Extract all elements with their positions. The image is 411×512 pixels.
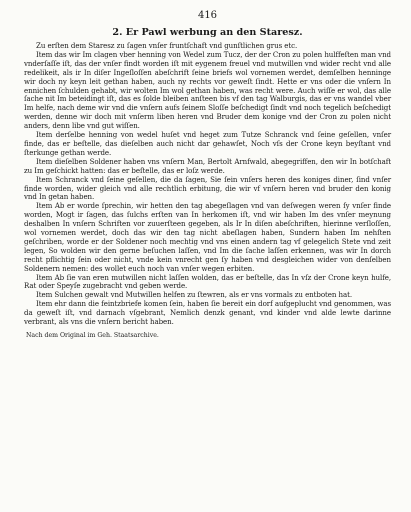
paragraph: Item Ab ſie van eren mutwillen nicht laſſen wolden, das er beſtelle, das In vſz der Crone keyn hulfe, Rat oder Speyſe zugebracht vnd geben werde. <box>24 272 391 291</box>
paragraph: Item Ab er worde ſprechin, wir hetten den tag abegeſlagen vnd van deſwegen weren ſy vnſer finde worden, Mogt ir ſagen, das ſulchs erſten van In herkomen iſt, vnd wir haben Im des vnſer meynung deshalben In vnſern Schriften vor zuuerſteen gegeben, als Ir In diſen abeſchriften, hierinne verſloſſen, wol vornemen werdet, doch das wir den tag nicht abeſlagen haben, Sundern haben Im nehſten geſchriben, worde er der Soldener noch mechtig vnd vns einen andern tag vf gelegelich Stete vnd zeit legen, So wolden wir den gerne beſuchen laſſen, vnd Im die ſache laſſen erkennen, was wir In dorch recht pflichtig ſein oder nicht, vnde kein vnrecht gen ſy haben vnd desgleichen wider von denſelben Soldenern nemen: des wollet euch noch van vnſer wegen erbiten. <box>24 201 391 273</box>
page-number: 416 <box>197 10 218 21</box>
section-heading: 2. Er Pawl werbung an den Staresz. <box>112 27 303 38</box>
paragraph: Zu erſten dem Staresz zu ſagen vnſer fruntſchaft vnd gunſtlichen grus etc. <box>36 41 298 50</box>
paragraph: Item Schranck vnd ſeine geſellen, die da ſagen, Sie ſein vnſers heren des koniges diner, ſind vnſer finde worden, wider gleich vnd alle rechtlich erbitung, die wir vf vnſern heren vnd bruder den konig vnd In getan haben. <box>24 174 391 202</box>
source-footnote: Nach dem Original im Geh. Staatsarchive. <box>26 332 159 339</box>
paragraph: Item dieſelben Soldener haben vns vnſern Man, Bertolt Arnfwald, abegegriffen, den wir In botſchaft zu Im geſchickt hatten: das er beſtelle, das er loſz werde. <box>24 156 391 175</box>
document-body <box>24 42 391 327</box>
paragraph: Item das wir Im clagen vber henning von Wedel zum Tucz, der der Cron zu polen hulffeſten man vnd vnderſaſſe iſt, das der vnſer findt worden iſt mit eygenem freuel vnd mutwillen vnd wider recht vnd alle redelikeit, als ir In diſer Ingeſloſſen abeſchrift ſeine briefs wol vornemen werdet, demſelben henninge wir doch ny keyn leit gethan haben, auch ny rechts vor geweſt ſindt. Hette er vns oder die vnſern In ennichen ſchulden gehabt, wir wolten Im wol gethan haben, was recht were. Auch wiſſe er wol, das alle ſache nit Im beteidingt iſt, das es ſolde bleiben anſteen bis vf den tag Walburgis, das er vns wandel vber Im helfe, nach deme wir vnd die vnſern aufs ſeinem Sloſſe beſchedigt ſindt vnd noch tegelich beſchedigt werden, denne wir doch mit vnſerm liben heren vnd Bruder dem konige vnd der Cron zu polen nicht anders, denn libe vnd gut wiſſen. <box>24 49 391 131</box>
paragraph: Item Sulchen gewalt vnd Mutwillen helfen zu ſtewren, als er vns vormals zu entboten hat. <box>36 290 353 300</box>
paragraph: Item ehr dann die feintzbriefe komen ſein, haben ſie bereit ein dorf aufgeplucht vnd genommen, was da geweſt iſt, vnd darnach vſgebrant, Nemlich denzk genant, vnd kinder vnd alde lewte darinne verbrant, als vns die vnſern bericht haben. <box>24 299 391 327</box>
paragraph: Item derſelbe henning von wedel huſet vnd heget zum Tutze Schranck vnd ſeine geſellen, vnſer finde, das er beſtelle, das dieſelben auch nicht dar gehawſet, Noch vſs der Crone keyn beyſtant vnd ſterkunge gethan werde. <box>24 130 391 157</box>
